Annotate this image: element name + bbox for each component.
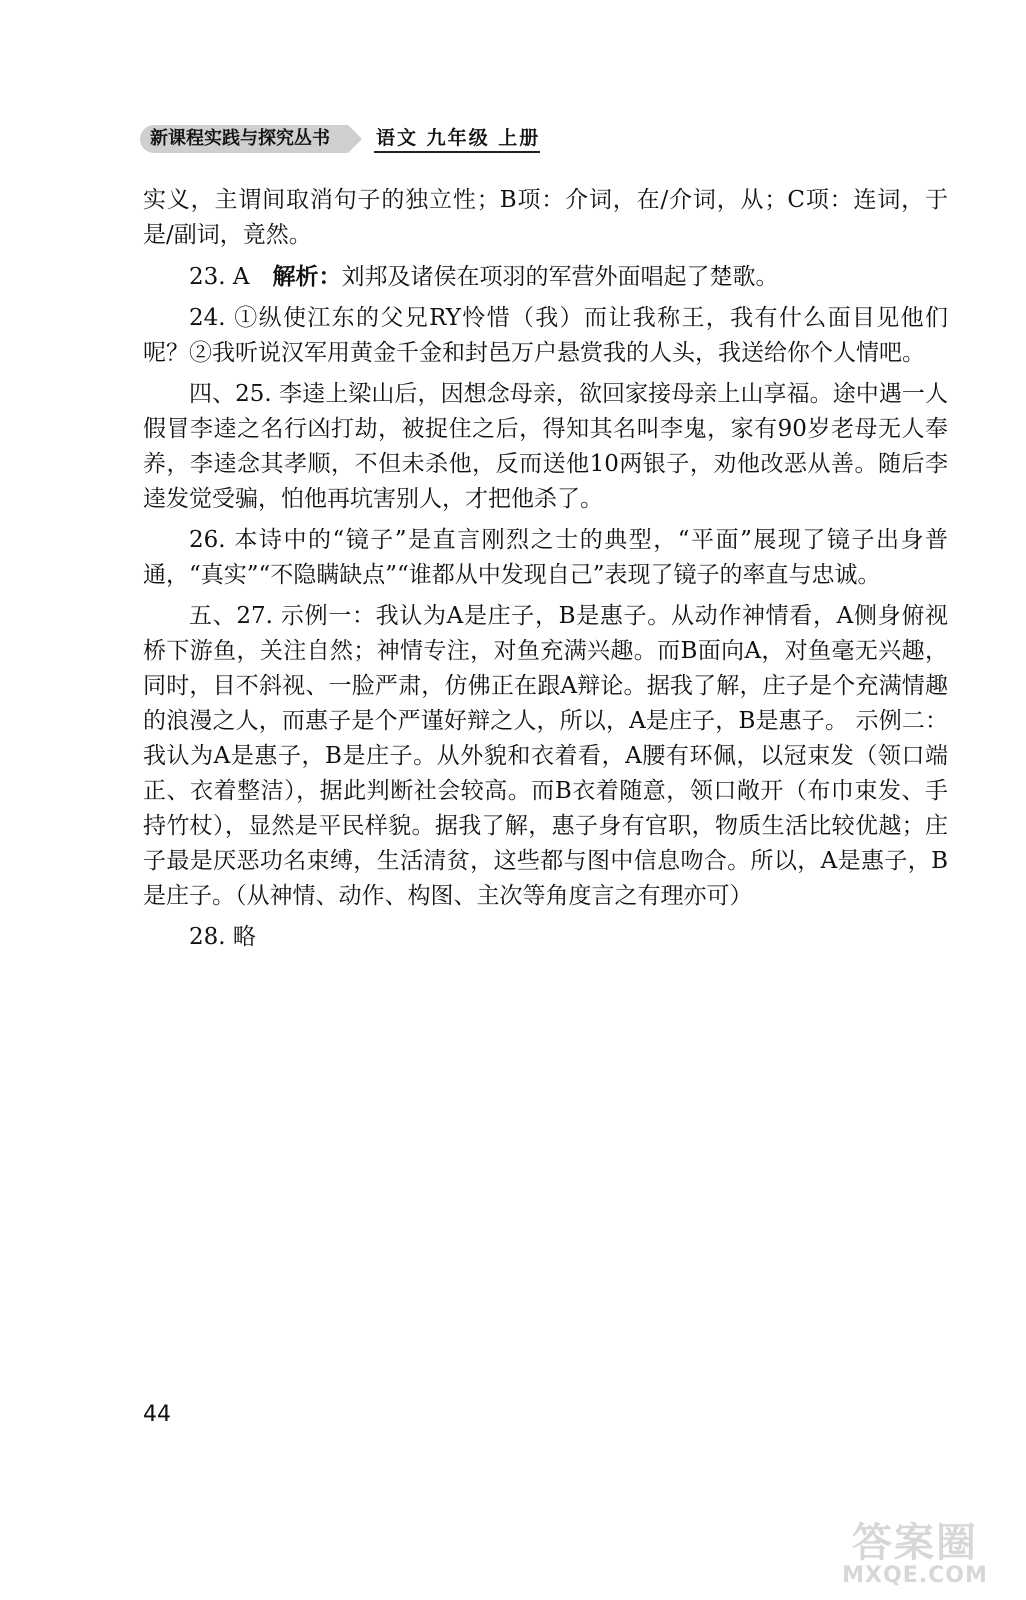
series-title: 新课程实践与探究丛书: [140, 125, 348, 153]
page-number: 44: [143, 1402, 171, 1427]
answer-text: [143, 183, 948, 955]
answer-28: 28. 略: [189, 924, 256, 950]
paragraph-continued: 实义，主谓间取消句子的独立性；B项：介词，在/介词，从；C项：连词，于是/副词，竟然。: [143, 187, 948, 248]
answer-23: [143, 259, 948, 295]
running-header: [140, 125, 540, 153]
answer-25: 四、25. 李逵上梁山后，因想念母亲，欲回家接母亲上山享福。途中遇一人假冒李逵之名行凶打劫，被捉住之后，得知其名叫李鬼，家有90岁老母无人奉养，李逵念其孝顺，不但未杀他，反而送他10两银子，劝他改恶从善。随后李逵发觉受骗，怕他再坑害别人，才把他杀了。: [143, 381, 948, 512]
analysis-label: 解析：: [272, 263, 342, 290]
subject-grade-label: 语文 九年级 上册: [374, 126, 540, 153]
answer-26: 26. 本诗中的“镜子”是直言刚烈之士的典型，“平面”展现了镜子出身普通，“真实”“不隐瞒缺点”“谁都从中发现自己”表现了镜子的率直与忠诚。: [143, 527, 948, 588]
watermark-mark: 答案圈: [852, 1520, 978, 1566]
answer-24: 24. ①纵使江东的父兄RY怜惜（我）而让我称王，我有什么面目见他们呢？②我听说汉军用黄金千金和封邑万户悬赏我的人头，我送给你个人情吧。: [143, 305, 948, 366]
watermark-domain: MXQE.COM: [842, 1563, 988, 1588]
answer-23-choice: 23. A: [189, 264, 250, 290]
answer-23-analysis: 刘邦及诸侯在项羽的军营外面唱起了楚歌。: [341, 264, 779, 290]
answer-27: 五、27. 示例一：我认为A是庄子，B是惠子。从动作神情看，A侧身俯视桥下游鱼，关注自然；神情专注，对鱼充满兴趣。而B面向A，对鱼毫无兴趣，同时，目不斜视、一脸严肃，仿佛正在跟A辩论。据我了解，庄子是个充满情趣的浪漫之人，而惠子是个严谨好辩之人，所以，A是庄子，B是惠子。 示例二：我认为A是惠子，B是庄子。从外貌和衣着看，A腰有环佩，以冠束发（领口端正、衣着整洁），据此判断社会较高。而B衣着随意，领口敞开（布巾束发、手持竹杖），显然是平民样貌。据我了解，惠子身有官职，物质生活比较优越；庄子最是厌恶功名束缚，生活清贫，这些都与图中信息吻合。所以，A是惠子，B是庄子。（从神情、动作、构图、主次等角度言之有理亦可）: [143, 603, 948, 909]
watermark-logo: [835, 1522, 995, 1588]
